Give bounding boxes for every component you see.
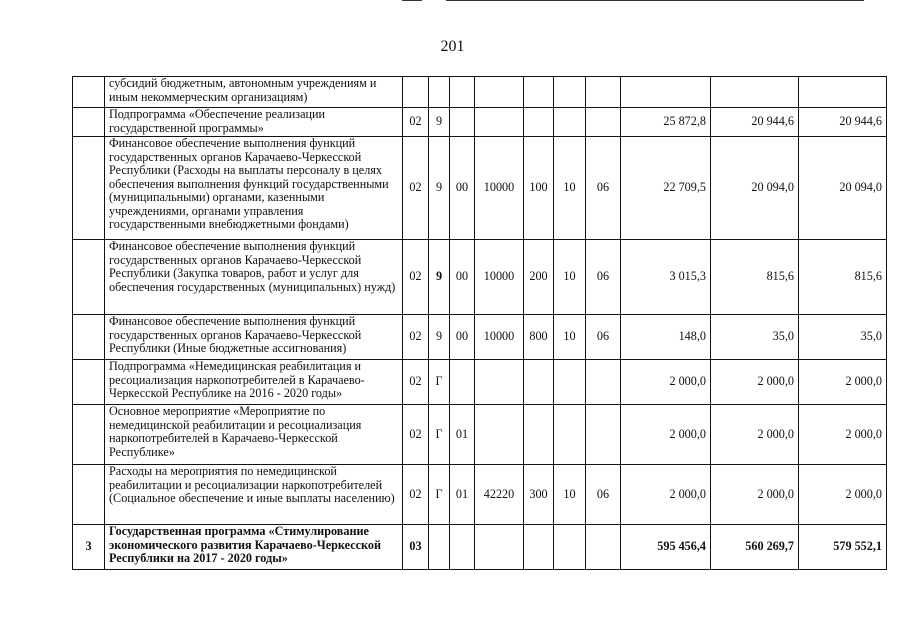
amount-year-1: 2 000,0 [621, 465, 711, 525]
code-section: 10 [554, 465, 586, 525]
code-subprogram: Г [429, 360, 450, 405]
code-ministry: 02 [403, 465, 429, 525]
code-subsection: 06 [586, 465, 621, 525]
amount-year-2: 560 269,7 [711, 525, 799, 570]
code-expense-type: 200 [524, 240, 554, 315]
code-expense-type [524, 77, 554, 108]
amount-year-1: 2 000,0 [621, 360, 711, 405]
code-section [554, 77, 586, 108]
budget-table [72, 76, 887, 570]
code-expense-type: 800 [524, 315, 554, 360]
row-number: 3 [73, 525, 105, 570]
code-expense-type: 100 [524, 137, 554, 240]
amount-year-2: 35,0 [711, 315, 799, 360]
amount-year-3: 2 000,0 [799, 465, 887, 525]
code-ministry: 02 [403, 405, 429, 465]
code-subsection: 06 [586, 240, 621, 315]
amount-year-3: 20 094,0 [799, 137, 887, 240]
amount-year-2: 815,6 [711, 240, 799, 315]
code-event [450, 525, 475, 570]
row-name: субсидий бюджетным, автономным учреждениям и иным некоммерческим организациям) [105, 77, 403, 108]
code-expense-type [524, 405, 554, 465]
code-subprogram: Г [429, 465, 450, 525]
code-subprogram: 9 [429, 137, 450, 240]
row-name: Подпрограмма «Немедицинская реабилитация и ресоциализация наркопотребителей в Карачаево-Черкесской Республике на 2016 - 2020 годы» [105, 360, 403, 405]
code-ministry: 02 [403, 360, 429, 405]
amount-year-3: 815,6 [799, 240, 887, 315]
code-subsection: 06 [586, 137, 621, 240]
top-rule-short [402, 0, 422, 1]
code-event: 00 [450, 240, 475, 315]
code-subsection [586, 525, 621, 570]
code-subprogram: 9 [429, 315, 450, 360]
code-section [554, 405, 586, 465]
amount-year-2: 2 000,0 [711, 360, 799, 405]
code-ministry: 03 [403, 525, 429, 570]
code-event [450, 108, 475, 137]
table-row [73, 240, 887, 315]
code-subprogram: 9 [429, 108, 450, 137]
code-expense-type [524, 108, 554, 137]
row-name: Государственная программа «Стимулирование экономического развития Карачаево-Черкесской Республики на 2017 - 2020 годы» [105, 525, 403, 570]
page-number: 201 [440, 38, 465, 55]
row-number [73, 77, 105, 108]
table-row [73, 405, 887, 465]
code-ministry: 02 [403, 240, 429, 315]
amount-year-2 [711, 77, 799, 108]
amount-year-2: 20 094,0 [711, 137, 799, 240]
row-number [73, 405, 105, 465]
row-name: Финансовое обеспечение выполнения функций государственных органов Карачаево-Черкесской Республики (Расходы на выплаты персоналу в целях обеспечения выполнения функций государственными (муниципальными) органами, казенными учреждениями, органами управления государственными внебюджетными фондами) [105, 137, 403, 240]
table-row [73, 77, 887, 108]
code-subsection: 06 [586, 315, 621, 360]
amount-year-3 [799, 77, 887, 108]
row-name: Финансовое обеспечение выполнения функций государственных органов Карачаево-Черкесской Республики (Иные бюджетные ассигнования) [105, 315, 403, 360]
row-number [73, 108, 105, 137]
code-direction [475, 525, 524, 570]
top-rule-long [446, 0, 864, 1]
table-row [73, 465, 887, 525]
amount-year-3: 35,0 [799, 315, 887, 360]
code-direction: 42220 [475, 465, 524, 525]
code-section: 10 [554, 137, 586, 240]
table-row [73, 315, 887, 360]
row-number [73, 315, 105, 360]
code-ministry [403, 77, 429, 108]
amount-year-2: 20 944,6 [711, 108, 799, 137]
row-number [73, 240, 105, 315]
code-subsection [586, 77, 621, 108]
code-ministry: 02 [403, 108, 429, 137]
code-subprogram [429, 77, 450, 108]
table-row [73, 360, 887, 405]
code-subprogram: 9 [429, 240, 450, 315]
amount-year-2: 2 000,0 [711, 465, 799, 525]
amount-year-1: 2 000,0 [621, 405, 711, 465]
row-name: Финансовое обеспечение выполнения функций государственных органов Карачаево-Черкесской Республики (Закупка товаров, работ и услуг для обеспечения государственных (муниципальных) нужд) [105, 240, 403, 315]
code-section [554, 108, 586, 137]
row-name: Основное мероприятие «Мероприятие по немедицинской реабилитации и ресоциализация наркопотребителей в Карачаево-Черкесской Республике» [105, 405, 403, 465]
code-subsection [586, 108, 621, 137]
table-row [73, 108, 887, 137]
code-section [554, 360, 586, 405]
code-subsection [586, 405, 621, 465]
amount-year-3: 2 000,0 [799, 405, 887, 465]
code-event [450, 77, 475, 108]
amount-year-2: 2 000,0 [711, 405, 799, 465]
code-direction: 10000 [475, 240, 524, 315]
code-event: 01 [450, 405, 475, 465]
table-row [73, 137, 887, 240]
row-number [73, 360, 105, 405]
code-expense-type [524, 360, 554, 405]
amount-year-1: 22 709,5 [621, 137, 711, 240]
table-row [73, 525, 887, 570]
amount-year-1: 25 872,8 [621, 108, 711, 137]
code-ministry: 02 [403, 137, 429, 240]
code-event: 01 [450, 465, 475, 525]
code-section: 10 [554, 315, 586, 360]
row-name: Расходы на мероприятия по немедицинской реабилитации и ресоциализации наркопотребителей (Социальное обеспечение и иные выплаты населению) [105, 465, 403, 525]
amount-year-1: 148,0 [621, 315, 711, 360]
code-section [554, 525, 586, 570]
code-section: 10 [554, 240, 586, 315]
code-event: 00 [450, 137, 475, 240]
code-direction [475, 77, 524, 108]
code-event [450, 360, 475, 405]
code-subsection [586, 360, 621, 405]
code-expense-type: 300 [524, 465, 554, 525]
amount-year-1: 3 015,3 [621, 240, 711, 315]
amount-year-3: 20 944,6 [799, 108, 887, 137]
row-number [73, 465, 105, 525]
amount-year-1 [621, 77, 711, 108]
code-direction: 10000 [475, 137, 524, 240]
code-direction: 10000 [475, 315, 524, 360]
amount-year-3: 579 552,1 [799, 525, 887, 570]
code-event: 00 [450, 315, 475, 360]
amount-year-1: 595 456,4 [621, 525, 711, 570]
code-direction [475, 108, 524, 137]
code-subprogram: Г [429, 405, 450, 465]
code-expense-type [524, 525, 554, 570]
code-direction [475, 360, 524, 405]
code-subprogram [429, 525, 450, 570]
code-direction [475, 405, 524, 465]
row-name: Подпрограмма «Обеспечение реализации государственной программы» [105, 108, 403, 137]
amount-year-3: 2 000,0 [799, 360, 887, 405]
row-number [73, 137, 105, 240]
code-ministry: 02 [403, 315, 429, 360]
